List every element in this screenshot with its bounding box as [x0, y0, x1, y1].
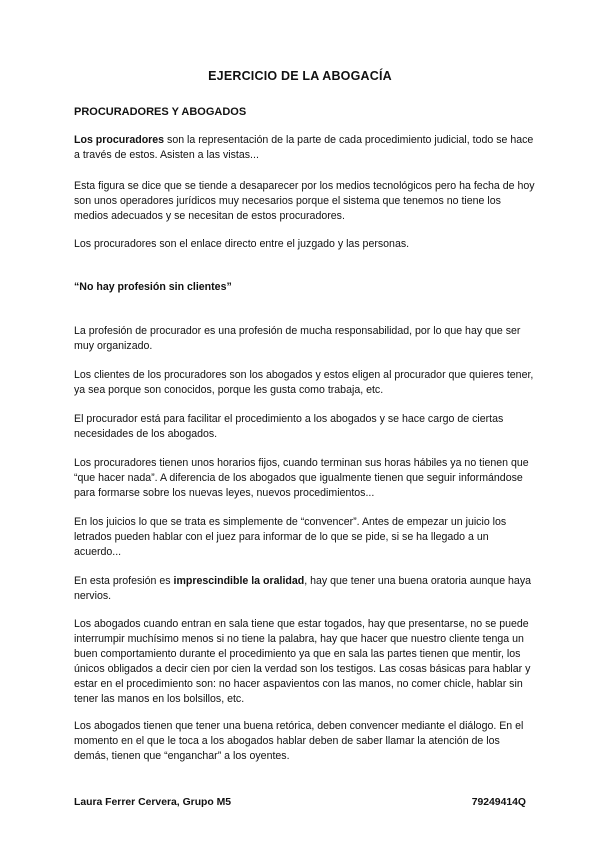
paragraph-retorica: Los abogados tienen que tener una buena retórica, deben convencer mediante el diálogo. En el momento en el que le toca a los abogados hablar deben de saber llamar la atención de los demás, tienen que “enganchar” a los oyentes.	[74, 720, 524, 762]
document-title: EJERCICIO DE LA ABOGACÍA	[208, 69, 392, 83]
paragraph-figura: Esta figura se dice que se tiende a desaparecer por los medios tecnológicos pero ha fecha de hoy son unos operadores jurídicos muy necesarios porque el sistema que tenemos no tiene los medios adecuados y se necesitan de estos procuradores.	[74, 180, 535, 222]
paragraph-enlace: Los procuradores son el enlace directo entre el juzgado y las personas.	[74, 238, 410, 250]
paragraph-facilitar: El procurador está para facilitar el procedimiento a los abogados y se hace cargo de ciertas necesidades de los abogados.	[74, 413, 504, 440]
quote-heading: “No hay profesión sin clientes”	[74, 281, 232, 293]
paragraph-text: En esta profesión es	[74, 575, 174, 587]
paragraph-text: , hay que tener una buena oratoria aunque haya nervios.	[74, 575, 532, 602]
paragraph-responsabilidad: La profesión de procurador es una profesión de mucha responsabilidad, por lo que hay que ser muy organizado.	[74, 325, 521, 352]
bold-term-oralidad: imprescindible la oralidad	[173, 575, 305, 587]
paragraph-oralidad	[74, 574, 536, 604]
bold-term-procuradores: Los procuradores	[74, 134, 165, 146]
paragraph-juicios: En los juicios lo que se trata es simplemente de “convencer”. Antes de empezar un juicio los letrados pueden hablar con el juez para informar de lo que se pide, si se ha llegado a un acuerdo...	[74, 516, 507, 558]
paragraph-horarios: Los procuradores tienen unos horarios fijos, cuando terminan sus horas hábiles ya no tienen que “que hacer nada”. A diferencia de los abogados que igualmente tienen que seguir informándose para formarse sobre los nuevas leyes, nuevos procedimientos...	[74, 457, 529, 499]
footer-id: 79249414Q	[471, 797, 526, 808]
paragraph-procuradores-intro	[74, 133, 536, 163]
paragraph-clientes: Los clientes de los procuradores son los abogados y estos eligen al procurador que quieres tener, ya sea porque son conocidos, porque les gusta como trabaja, etc.	[74, 369, 534, 396]
paragraph-text: son la representación de la parte de cada procedimiento judicial, todo se hace a través de estos. Asisten a las vistas...	[74, 134, 534, 161]
section-subtitle: PROCURADORES Y ABOGADOS	[74, 106, 247, 118]
footer-author: Laura Ferrer Cervera, Grupo M5	[74, 797, 232, 808]
paragraph-sala: Los abogados cuando entran en sala tiene que estar togados, hay que presentarse, no se puede interrumpir muchísimo menos si no tiene la palabra, hay que hacer que nuestro cliente tenga un buen comportamiento durante el procedimiento ya que en sala las partes tienen que mentir, los únicos obligados a decir cien por cien la verdad son los testigos. Las cosas básicas para hablar y estar en el procedimiento son: no hacer aspavientos con las manos, no comer chicle, hablar sin tener las manos en los bolsillos, etc.	[74, 618, 531, 705]
